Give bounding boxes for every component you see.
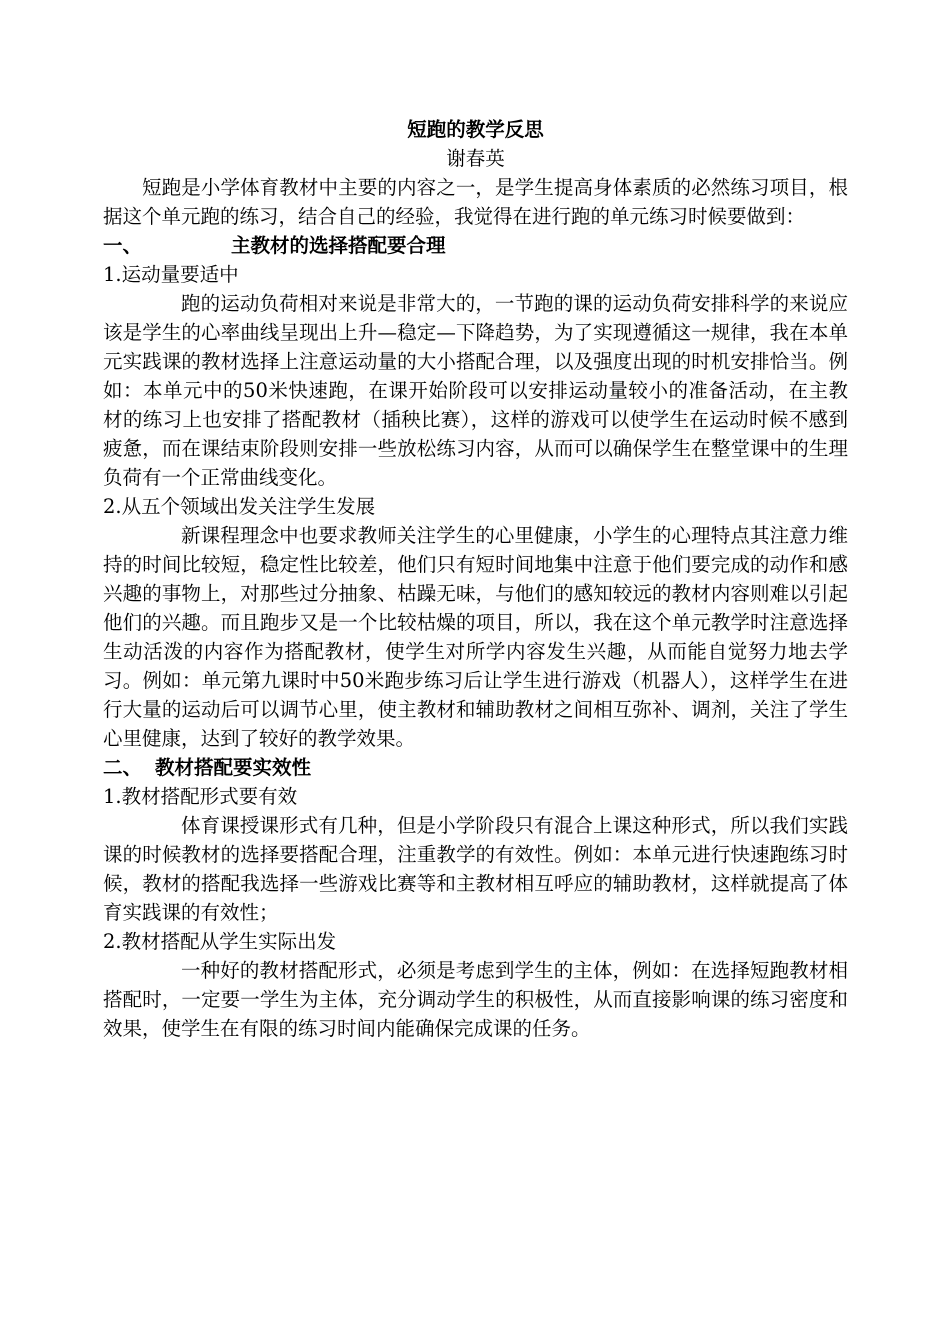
- section-1-item-1-body: 跑的运动负荷相对来说是非常大的，一节跑的课的运动负荷安排科学的来说应该是学生的心率曲线呈现出上升—稳定—下降趋势，为了实现遵循这一规律，我在本单元实践课的教材选择上注意运动量的大小搭配合理，以及强度出现的时机安排恰当。例如：本单元中的50米快速跑，在课开始阶段可以安排运动量较小的准备活动，在主教材的练习上也安排了搭配教材（插秧比赛），这样的游戏可以使学生在运动时候不感到疲惫，而在课结束阶段则安排一些放松练习内容，从而可以确保学生在整堂课中的生理负荷有一个正常曲线变化。: [103, 292, 848, 489]
- intro-paragraph: 短跑是小学体育教材中主要的内容之一，是学生提高身体素质的必然练习项目，根据这个单元跑的练习，结合自己的经验，我觉得在进行跑的单元练习时候要做到：: [103, 176, 848, 228]
- section-2-number: 二、: [103, 756, 143, 779]
- section-2-item-2-body: 一种好的教材搭配形式，必须是考虑到学生的主体，例如：在选择短跑教材相搭配时，一定要一学生为主体，充分调动学生的积极性，从而直接影响课的练习密度和效果，使学生在有限的练习时间内能确保完成课的任务。: [103, 959, 848, 1040]
- section-1-item-1-heading: 1.运动量要适中: [103, 263, 239, 286]
- document-author: 谢春英: [446, 147, 505, 170]
- section-2-heading: [103, 753, 848, 782]
- section-2-item-1-body: 体育课授课形式有几种，但是小学阶段只有混合上课这种形式，所以我们实践课的时候教材的选择要搭配合理，注重教学的有效性。例如：本单元进行快速跑练习时候，教材的搭配我选择一些游戏比赛等和主教材相互呼应的辅助教材，这样就提高了体育实践课的有效性；: [103, 814, 848, 924]
- section-2-item-1-heading: 1.教材搭配形式要有效: [103, 785, 298, 808]
- document-page: [103, 115, 848, 1043]
- section-1-title: 主教材的选择搭配要合理: [231, 234, 446, 257]
- section-1-item-2-heading: 2.从五个领域出发关注学生发展: [103, 495, 376, 518]
- section-1-item-2-body: 新课程理念中也要求教师关注学生的心里健康，小学生的心理特点其注意力维持的时间比较短，稳定性比较差，他们只有短时间地集中注意于他们要完成的动作和感兴趣的事物上，对那些过分抽象、枯躁无味，与他们的感知较远的教材内容则难以引起他们的兴趣。而且跑步又是一个比较枯燥的项目，所以，我在这个单元教学时注意选择生动活泼的内容作为搭配教材，使学生对所学内容发生兴趣，从而能自觉努力地去学习。例如：单元第九课时中50米跑步练习后让学生进行游戏（机器人），这样学生在进行大量的运动后可以调节心里，使主教材和辅助教材之间相互弥补、调剂，关注了学生心里健康，达到了较好的教学效果。: [103, 524, 848, 750]
- section-2-item-2-heading: 2.教材搭配从学生实际出发: [103, 930, 337, 953]
- section-1-heading: [103, 231, 848, 260]
- document-title: 短跑的教学反思: [407, 118, 544, 141]
- section-1-number: 一、: [103, 234, 143, 257]
- section-2-title: 教材搭配要实效性: [155, 756, 312, 779]
